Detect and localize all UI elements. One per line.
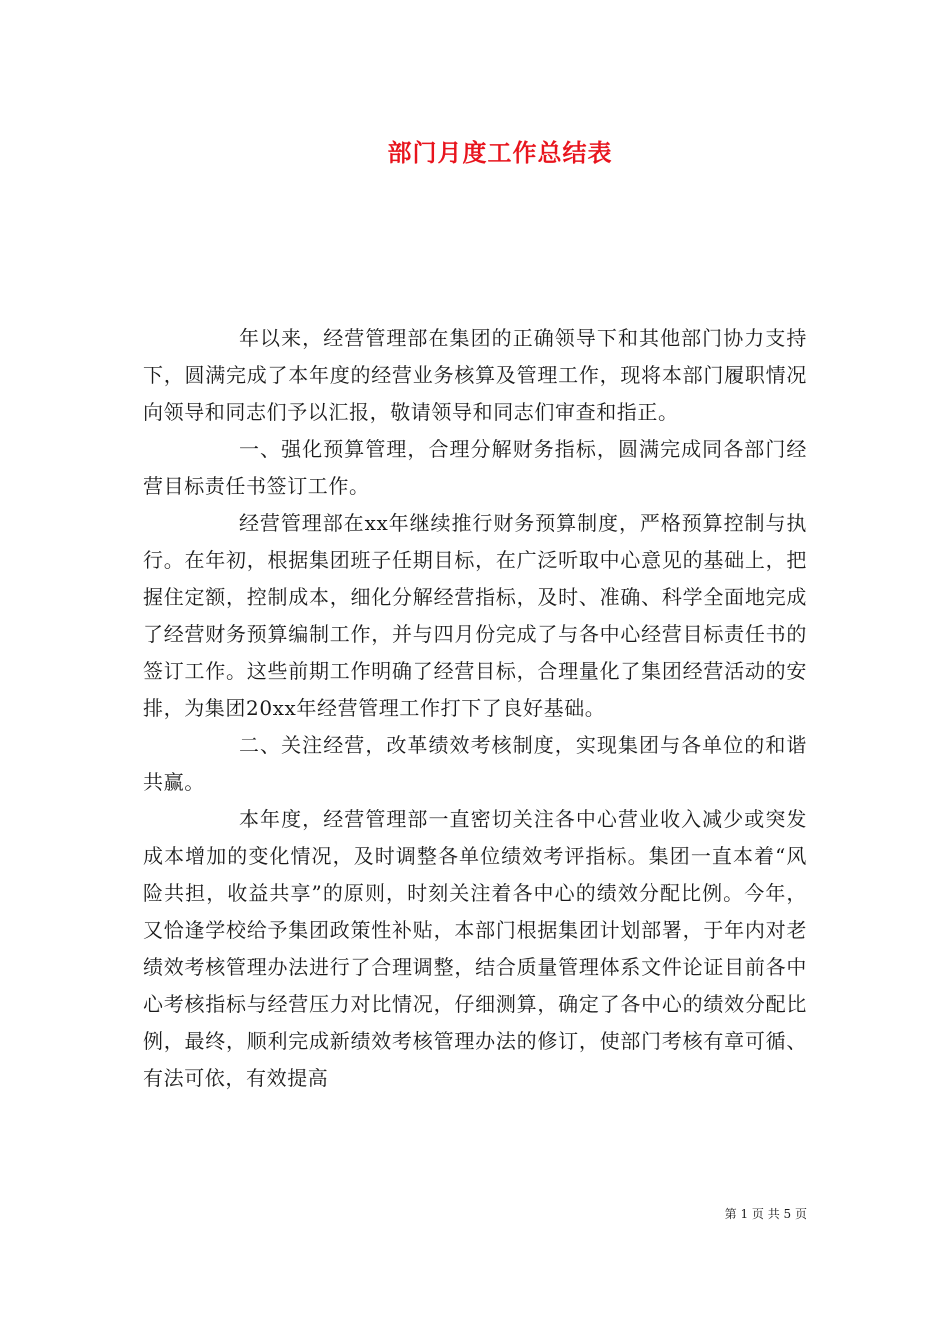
section-1-paragraph: 经营管理部在xx年继续推行财务预算制度，严格预算控制与执行。在年初，根据集团班子任期目标，在广泛听取中心意见的基础上，把握住定额，控制成本，细化分解经营指标，及时、准确、科学全面地完成了经营财务预算编制工作，并与四月份完成了与各中心经营目标责任书的签订工作。这些前期工作明确了经营目标，合理量化了集团经营活动的安排，为集团20xx年经营管理工作打下了良好基础。 [143, 511, 807, 720]
section-heading-2: 二、关注经营，改革绩效考核制度，实现集团与各单位的和谐共赢。 [143, 733, 807, 794]
document-body [143, 320, 807, 1097]
section-heading-1: 一、强化预算管理，合理分解财务指标，圆满完成同各部门经营目标责任书签订工作。 [143, 437, 807, 498]
page-number: 第 1 页 共 5 页 [724, 1207, 807, 1221]
page-title: 部门月度工作总结表 [387, 138, 613, 167]
section-2-paragraph: 本年度，经营管理部一直密切关注各中心营业收入减少或突发成本增加的变化情况，及时调整各单位绩效考评指标。集团一直本着“风险共担，收益共享”的原则，时刻关注着各中心的绩效分配比例。今年，又恰逢学校给予集团政策性补贴，本部门根据集团计划部署，于年内对老绩效考核管理办法进行了合理调整，结合质量管理体系文件论证目前各中心考核指标与经营压力对比情况，仔细测算，确定了各中心的绩效分配比例，最终，顺利完成新绩效考核管理办法的修订，使部门考核有章可循、有法可依，有效提高 [143, 807, 807, 1090]
intro-paragraph: 年以来，经营管理部在集团的正确领导下和其他部门协力支持下，圆满完成了本年度的经营业务核算及管理工作，现将本部门履职情况向领导和同志们予以汇报，敬请领导和同志们审查和指正。 [143, 326, 807, 424]
